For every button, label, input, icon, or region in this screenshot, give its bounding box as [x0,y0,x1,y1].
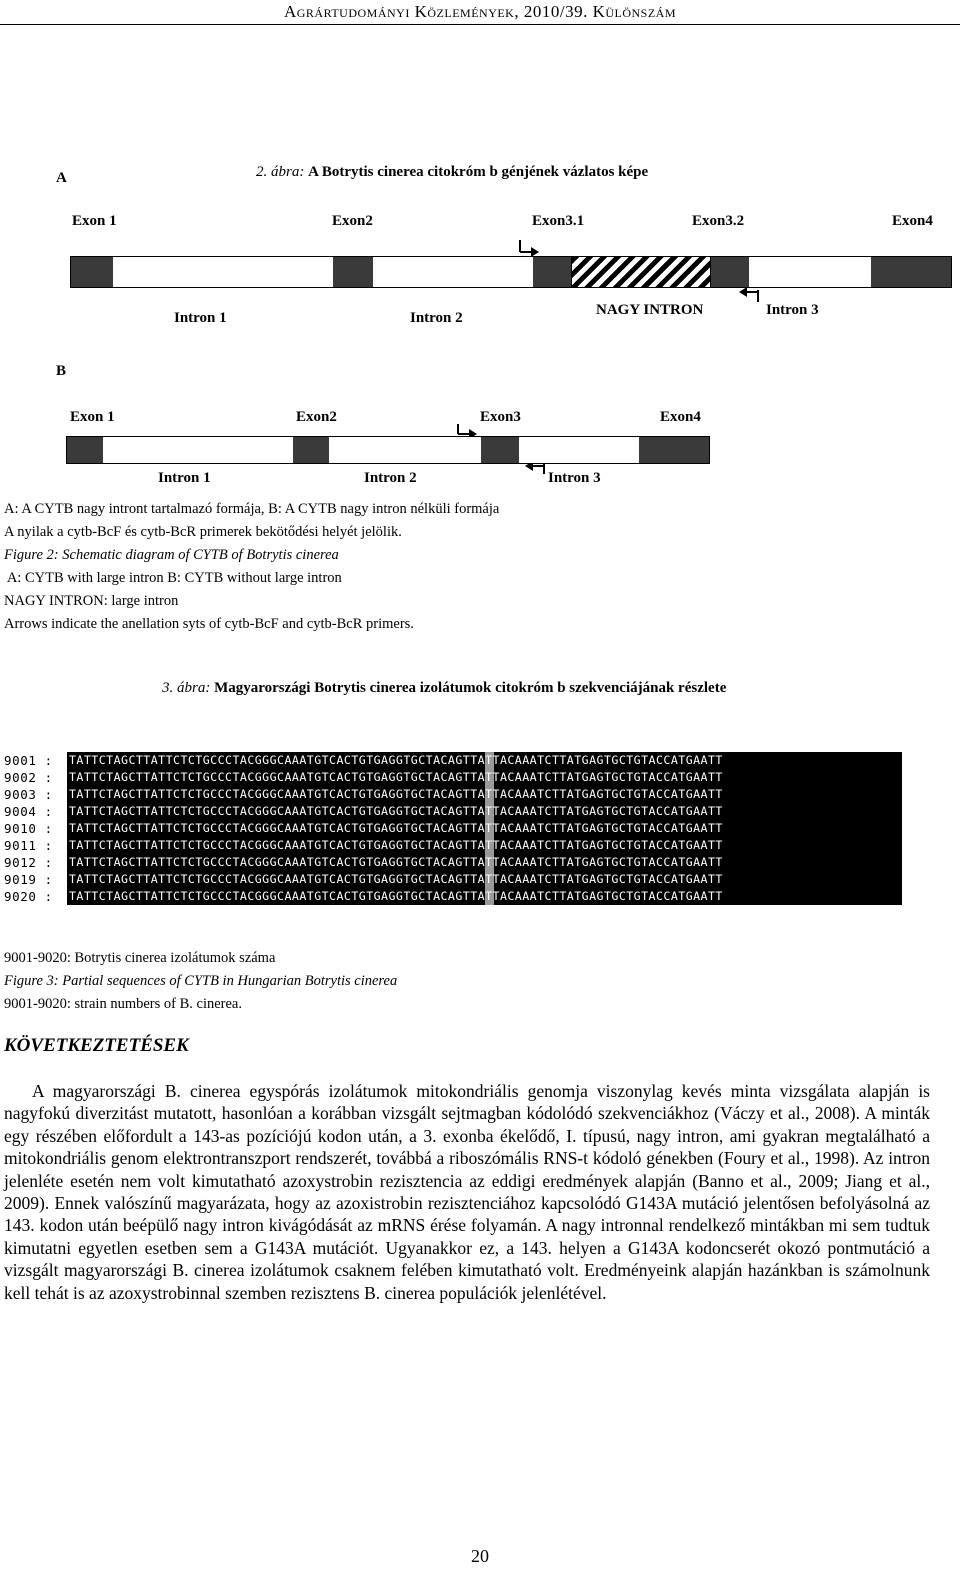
a-exon-label: Exon 1 [72,213,117,229]
a-intron-label: Intron 2 [410,310,463,326]
sequence-row [0,837,960,854]
figure2-title [256,164,648,181]
sequence-text: TATTCTAGCTTATTCTCTGCCCTACGGGCAAATGTCACTGTGAGGTGCTACAGTTATTACAAATCTTATGAGTGCTGTACCATGAATT [69,804,723,818]
sequence-row [0,803,960,820]
sequence-row [0,769,960,786]
sequence-text: TATTCTAGCTTATTCTCTGCCCTACGGGCAAATGTCACTGTGAGGTGCTACAGTTATTACAAATCTTATGAGTGCTGTACCATGAATT [69,872,723,886]
exon-block [533,257,571,287]
a-intron-label: NAGY INTRON [596,302,704,318]
strain-id: 9004 : [4,804,53,819]
b-exon-label: Exon4 [660,409,701,425]
forward-primer-arrow-icon [508,236,540,258]
caption-line: 9001-9020: Botrytis cinerea izolátumok száma [4,950,276,966]
caption-line: Figure 3: Partial sequences of CYTB in Hungarian Botrytis cinerea [4,973,398,989]
sequence-row [0,820,960,837]
caption-line: NAGY INTRON: large intron [4,593,179,609]
panel-a-label: A [56,170,67,186]
gene-bar-b [66,436,710,464]
exon-block [481,437,519,463]
a-intron-label: Intron 3 [766,302,819,318]
strain-id: 9010 : [4,821,53,836]
a-exon-label: Exon3.2 [692,213,745,229]
figure2-title-text: A Botrytis cinerea citokróm b génjének vázlatos képe [308,164,649,180]
strain-id: 9002 : [4,770,53,785]
caption-line: Figure 2: Schematic diagram of CYTB of Botrytis cinerea [4,547,339,563]
figure3-title [162,680,726,697]
caption-line: A nyilak a cytb-BcF és cytb-BcR primerek bekötődési helyét jelölik. [4,524,402,540]
gene-bar-a [70,256,952,288]
strain-id: 9011 : [4,838,53,853]
b-intron-label: Intron 2 [364,470,417,486]
sequence-row [0,871,960,888]
strain-id: 9001 : [4,753,53,768]
a-exon-label: Exon2 [332,213,373,229]
sequence-text: TATTCTAGCTTATTCTCTGCCCTACGGGCAAATGTCACTGTGAGGTGCTACAGTTATTACAAATCTTATGAGTGCTGTACCATGAATT [69,753,723,767]
b-intron-label: Intron 3 [548,470,601,486]
exon-block [711,257,749,287]
sequence-row [0,786,960,803]
b-exon-label: Exon3 [480,409,521,425]
exon-block [639,437,709,463]
header-rule [0,24,960,25]
b-intron-label: Intron 1 [158,470,211,486]
body-paragraph-text: A magyarországi B. cinerea egyspórás izolátumok mitokondriális genomja viszonylag kevés minta vizsgálata alapján is nagyfokú diverzitást mutatott, hasonlóan a korábban vizsgált sejtmagban kódolódó szekvenciákhoz (Váczy et al., 2008). A minták egy részében előfordult a 143-as pozíciójú kodon után, a 3. exonba ékelődő, I. típusú, nagy intron, ami gyakran megtalálható a mitokondriális genom elektrontranszport rendszerét, továbbá a riboszómális RNS-t kódoló génekben (Foury et al., 1998). Az intron jelenléte esetén nem volt kimutatható azoxystrobin rezisztencia az eddigi eredmények alapján (Banno et al., 2009; Jiang et al., 2009). Ennek valószínű magyarázata, hogy az azoxistrobin rezisztenciához kapcsolódó G143A mutáció jelentősen befolyásolná az 143. kodon után beépülő nagy intron kivágódását az mRNS érése folyamán. A nagy intronnal rendelkező mintákban mi sem tudtuk kimutatni egyetlen esetben sem a G143A mutációt. Ugyanakkor ez, a 143. helyen a G143A kodoncserét okozó pontmutáció a vizsgált magyarországi B. cinerea izolátumok csaknem felében kimutatható volt. Eredményeink alapján hazánkban is számolnunk kell tehát is az azoxystrobinnal szemben rezisztens B. cinerea populációk jelenlétével. [4,1081,930,1303]
a-exon-label: Exon4 [892,213,933,229]
strain-id: 9019 : [4,872,53,887]
caption-line: 9001-9020: strain numbers of B. cinerea. [4,996,242,1012]
figure3-title-text: Magyarországi Botrytis cinerea izolátumok citokróm b szekvenciájának részlete [214,680,727,696]
caption-line: A: A CYTB nagy intront tartalmazó formája, B: A CYTB nagy intron nélküli formája [4,501,500,517]
exon-block [67,437,103,463]
caption-line: Arrows indicate the anellation syts of cytb-BcF and cytb-BcR primers. [4,616,414,632]
sequence-text: TATTCTAGCTTATTCTCTGCCCTACGGGCAAATGTCACTGTGAGGTGCTACAGTTATTACAAATCTTATGAGTGCTGTACCATGAATT [69,770,723,784]
body-paragraph [4,1080,930,1304]
exon-block [71,257,113,287]
large-intron-block [571,257,711,287]
figure2-title-prefix: 2. ábra: [256,164,305,180]
page-number: 20 [471,1546,489,1566]
a-intron-label: Intron 1 [174,310,227,326]
figure3-caption [4,947,397,1016]
figure2-caption [4,498,499,636]
sequence-text: TATTCTAGCTTATTCTCTGCCCTACGGGCAAATGTCACTGTGAGGTGCTACAGTTATTACAAATCTTATGAGTGCTGTACCATGAATT [69,855,723,869]
sequence-row [0,888,960,905]
sequence-text: TATTCTAGCTTATTCTCTGCCCTACGGGCAAATGTCACTGTGAGGTGCTACAGTTATTACAAATCTTATGAGTGCTGTACCATGAATT [69,889,723,903]
strain-id: 9003 : [4,787,53,802]
figure3-title-prefix: 3. ábra: [162,680,211,696]
b-exon-label: Exon2 [296,409,337,425]
sequence-row [0,752,960,769]
sequence-text: TATTCTAGCTTATTCTCTGCCCTACGGGCAAATGTCACTGTGAGGTGCTACAGTTATTACAAATCTTATGAGTGCTGTACCATGAATT [69,821,723,835]
sequence-text: TATTCTAGCTTATTCTCTGCCCTACGGGCAAATGTCACTGTGAGGTGCTACAGTTATTACAAATCTTATGAGTGCTGTACCATGAATT [69,787,723,801]
exon-block [293,437,329,463]
caption-line: A: CYTB with large intron B: CYTB without large intron [4,570,342,586]
sequence-text: TATTCTAGCTTATTCTCTGCCCTACGGGCAAATGTCACTGTGAGGTGCTACAGTTATTACAAATCTTATGAGTGCTGTACCATGAATT [69,838,723,852]
running-head: Agrártudományi Közlemények, 2010/39. Különszám [283,2,677,21]
b-exon-label: Exon 1 [70,409,115,425]
a-exon-label: Exon3.1 [532,213,585,229]
panel-b-label: B [56,363,67,379]
sequence-row [0,854,960,871]
strain-id: 9012 : [4,855,53,870]
exon-block [333,257,373,287]
section-heading: KÖVETKEZTETÉSEK [4,1035,189,1056]
exon-block [871,257,951,287]
sequence-alignment [0,752,960,905]
strain-id: 9020 : [4,889,53,904]
